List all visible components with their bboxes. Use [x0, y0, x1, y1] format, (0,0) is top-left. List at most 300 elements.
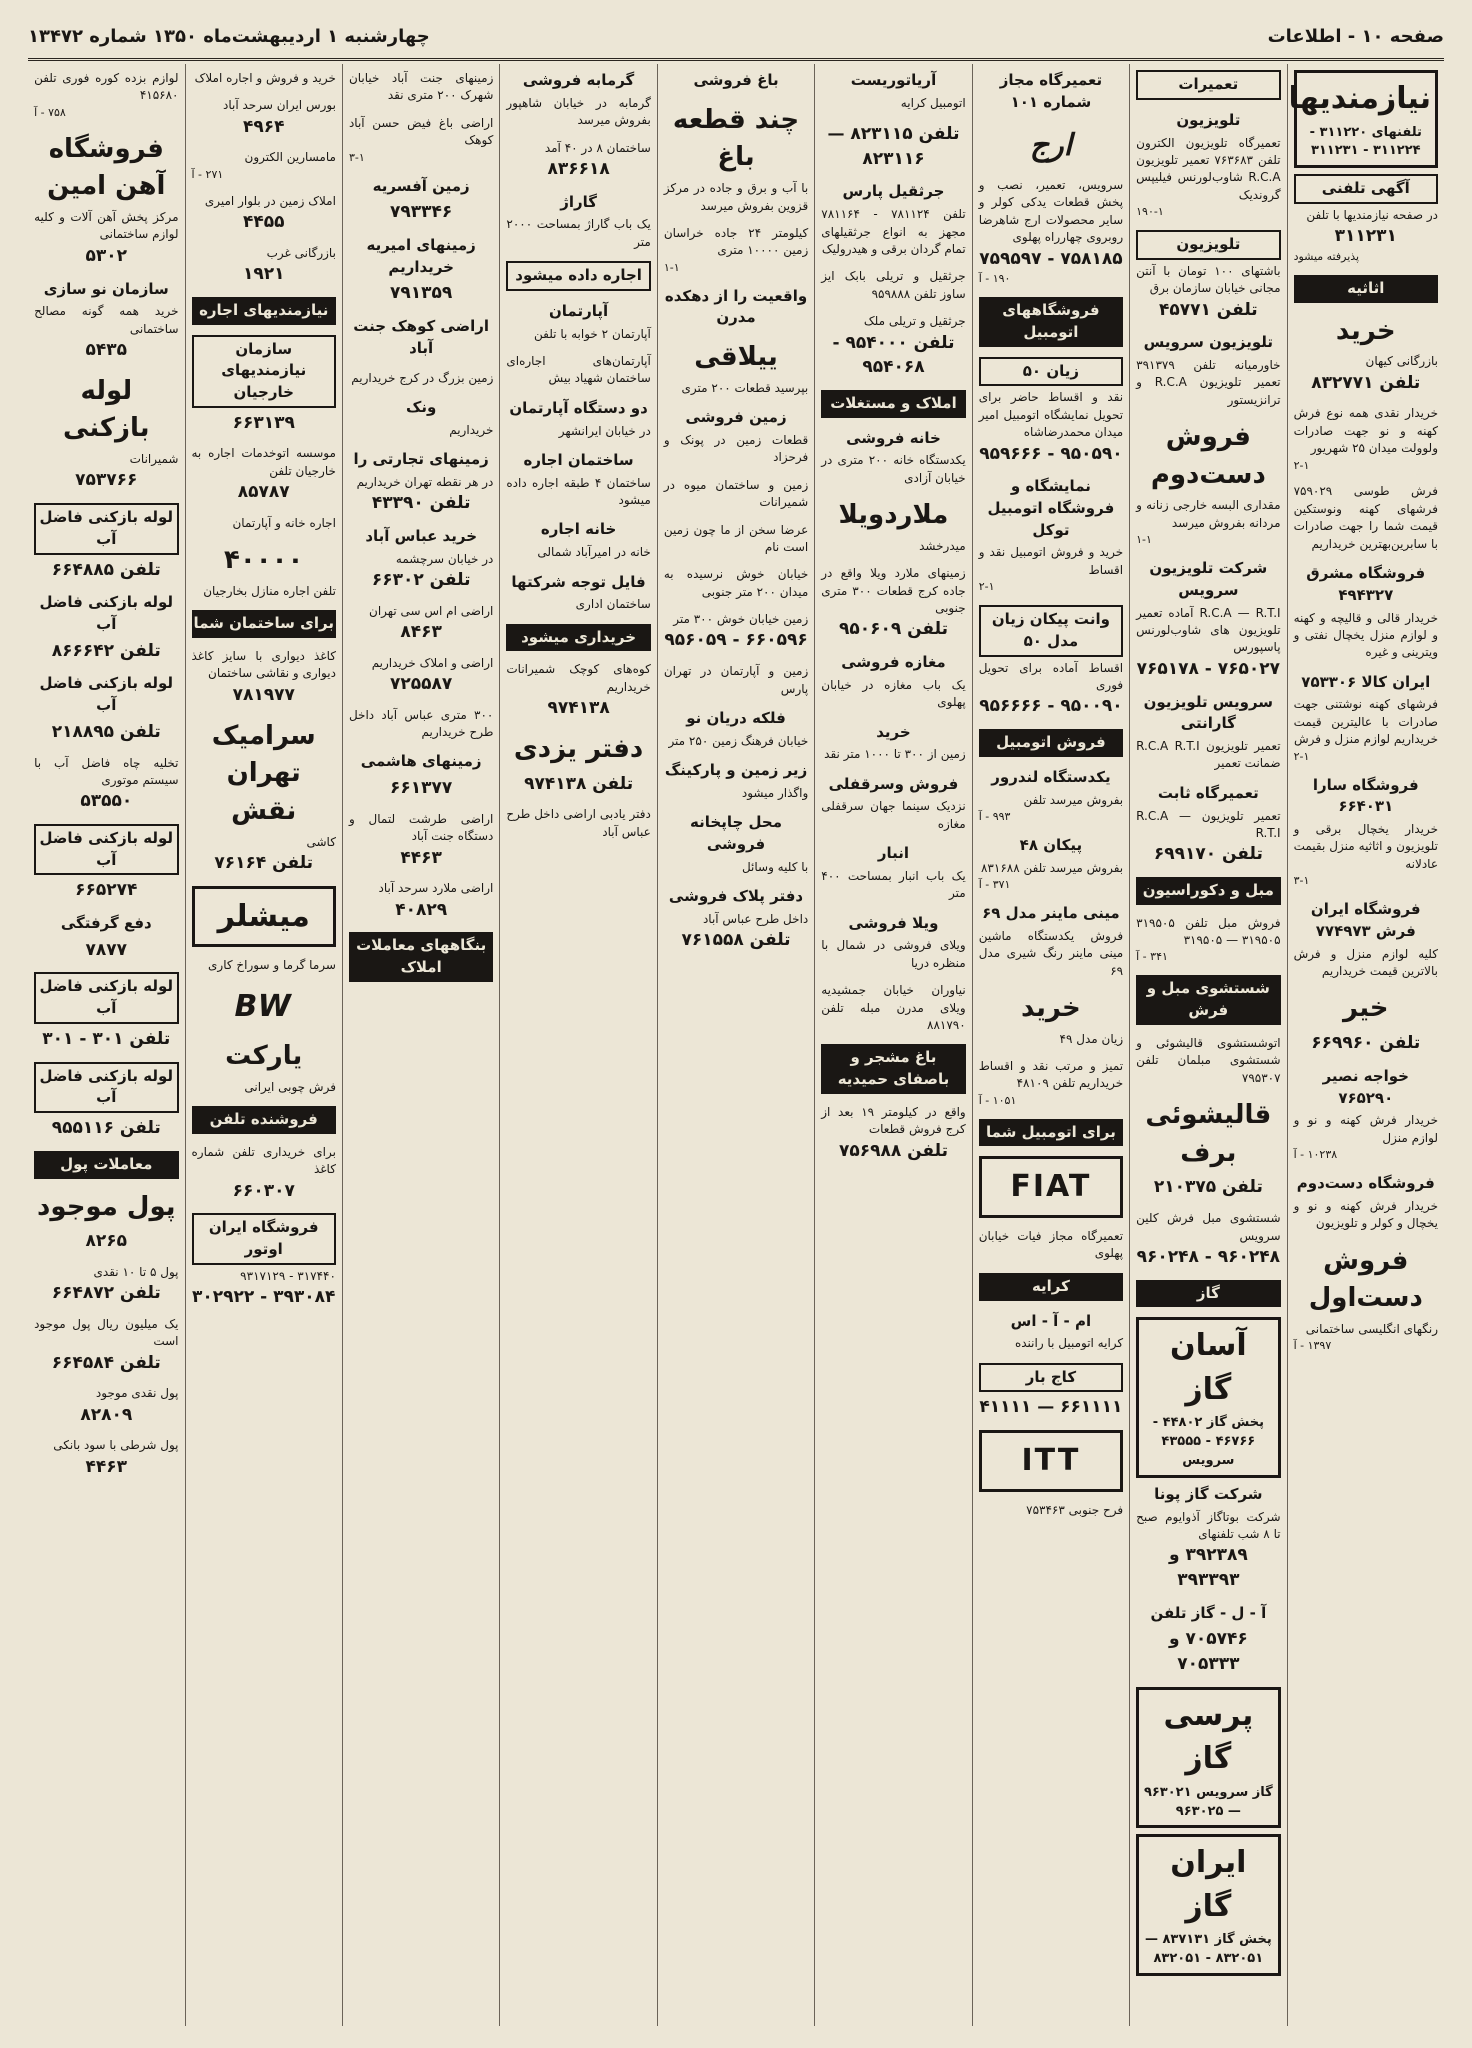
ad-code: پذیرفته میشود	[1293, 249, 1360, 263]
ad-title: دفتر پلاک فروشی	[668, 887, 804, 906]
ad-body: با آب و برق و جاده در مرکز قزوین بفروش میرسد	[663, 181, 809, 213]
ad-phone: تلفن ۷۶۱۶۴	[214, 852, 314, 873]
classified-ad	[34, 1062, 178, 1141]
classified-ad	[349, 176, 493, 225]
ad-phone: ۹۶۰۲۴۸ - ۹۶۰۲۴۸	[1136, 1246, 1281, 1267]
ad-phone: ۶۶۱۳۷۷	[390, 778, 453, 799]
ad-body: یک میلیون ریال پول موجود است	[34, 1316, 179, 1349]
ad-phone: تلفن ۲۱۸۸۹۵	[51, 721, 161, 742]
classified-ad	[1136, 1603, 1280, 1677]
ad-body: آپارتمان ۲ خوابه با تلفن	[533, 326, 651, 341]
ad-body: اراضی طرشت لتمال و دستگاه جنت آباد	[348, 811, 494, 844]
classified-ad	[1136, 332, 1280, 409]
ad-code: ۲-۱	[1293, 749, 1310, 763]
ad-phone: ۹۵۰۰۹۰ - ۹۵۶۶۶۶	[979, 696, 1123, 717]
classified-ad	[979, 835, 1123, 893]
ad-body: زمین و آپارتمان در تهران پارس	[663, 664, 809, 696]
ad-title: خیر	[1343, 993, 1389, 1024]
ad-body: تعمیرگاه مجاز فیات خیابان پهلوی	[978, 1228, 1124, 1261]
ad-phone: تلفن ۶۶۳۰۲	[371, 569, 471, 590]
classified-ad	[506, 353, 650, 388]
ad-body: شمیرانات	[129, 452, 179, 467]
ad-body: کاشی	[306, 834, 336, 849]
ad-title: نمایشگاه و فروشگاه اتومبیل توکل	[987, 477, 1115, 539]
ad-phone: ۶۶۱۱۱۱ — ۴۱۱۱۱	[979, 1397, 1123, 1418]
ad-body: تخلیه چاه فاضل آب با سیستم موتوری	[34, 755, 179, 787]
ad-phone: ۳۱۱۲۳۱	[1334, 226, 1397, 247]
classified-ad	[34, 373, 178, 493]
ad-body: پول نقدی موجود	[95, 1386, 179, 1401]
classified-ad	[349, 115, 493, 166]
classified-ad	[1294, 275, 1438, 303]
ad-title: باغ فروشی	[693, 71, 779, 89]
classified-ad	[506, 731, 650, 796]
ad-title: قالیشوئی برف	[1145, 1100, 1272, 1168]
classified-ad	[821, 1044, 965, 1094]
section-heading: معاملات پول	[34, 1151, 178, 1179]
classified-ad	[1294, 405, 1438, 473]
ad-body: تعمیر تلویزیون R.C.A — R.T.I	[1136, 808, 1281, 840]
classified-ad	[1294, 1173, 1438, 1233]
section-heading: نیازمندیهای اجاره	[192, 297, 336, 325]
banner-subtitle: گاز سرویس ۹۶۳۰۲۱ — ۹۶۳۰۲۵	[1143, 1784, 1273, 1819]
ad-body: جرثقیل و تریلی بابک ایز ساوز تلفن ۹۵۹۸۸۸	[821, 269, 966, 301]
ad-phone: تلفن ۹۷۴۱۳۸	[524, 773, 634, 794]
classified-ad	[34, 755, 178, 814]
classified-ad	[821, 70, 965, 112]
ad-body: جرثقیل و تریلی ملک	[863, 314, 966, 329]
classified-ad	[979, 124, 1123, 168]
classified-ad	[349, 603, 493, 645]
classified-ad	[192, 610, 336, 638]
classified-ad	[506, 140, 650, 182]
ad-title: تلویزیون	[1136, 230, 1280, 260]
classified-ad	[192, 1213, 336, 1310]
classified-ad	[1136, 692, 1280, 773]
section-heading: شستشوی مبل و فرش	[1136, 975, 1280, 1025]
ad-title: فروش دست‌اول	[1308, 1245, 1423, 1314]
ad-title: دفتر یزدی	[513, 733, 644, 764]
ad-body: در خیابان ایرانشهر	[558, 423, 651, 438]
ad-title: لوله بازکنی فاضل آب	[34, 503, 178, 555]
classified-ad	[192, 335, 336, 436]
ad-phone: ۸۳۶۶۱۸	[547, 158, 610, 179]
classified-ad	[979, 476, 1123, 595]
ad-title: سازمان نو سازی	[43, 279, 169, 298]
ad-title: ایران گاز	[1170, 1845, 1247, 1924]
ad-title: آگهی تلفنی	[1294, 174, 1438, 204]
ad-phone: ۹۷۴۱۳۸	[547, 698, 610, 719]
classified-ad	[979, 605, 1123, 719]
classified-ad	[192, 149, 336, 182]
classified-ad	[1136, 558, 1280, 681]
ad-body: خیابان فرهنگ زمین ۲۵۰ متر	[668, 733, 809, 748]
ad-title: فروشگاه آهن امین	[47, 133, 166, 202]
ad-body: ۳۰۰ متری عباس آباد داخل طرح خریداریم	[348, 707, 494, 740]
ad-body: شستشوی مبل فرش کلین سرویس	[1136, 1211, 1281, 1243]
classified-ad	[664, 812, 808, 876]
classified-ad	[821, 268, 965, 303]
ad-body: اتوشستشوی قالیشوئی و شستشوی مبلمان تلفن ۷۹۵۳۰۷	[1136, 1035, 1281, 1085]
ad-code: ۱-۱	[663, 260, 680, 274]
ad-body: اقساط آماده برای تحویل فوری	[978, 660, 1124, 693]
ad-body: در خیابان سرچشمه	[395, 551, 494, 566]
classified-ad	[349, 880, 493, 922]
ad-column	[1287, 64, 1444, 2026]
classified-ad	[34, 279, 178, 363]
ad-body: برای خریداری تلفن شماره کاغذ	[191, 1144, 336, 1177]
classified-ad	[1136, 1317, 1280, 1478]
ad-body: خریدار قالی و قالیچه و کهنه و لوازم منزل یخچال نفتی و ویترینی و غیره	[1293, 610, 1438, 660]
section-heading: برای اتومبیل شما	[979, 1119, 1123, 1147]
classified-ad	[34, 1189, 178, 1254]
ad-code: ۱۰۵۱ - آ	[978, 1093, 1017, 1107]
ad-body: کوه‌های کوچک شمیرانات خریداریم	[506, 662, 651, 694]
ad-body: اتومبیل کرایه	[900, 95, 966, 110]
ad-title: شرکت تلویزیون سرویس	[1149, 559, 1268, 599]
ad-phone: ۴۴۶۳	[400, 847, 442, 868]
classified-ad	[506, 192, 650, 252]
ad-body: خریدار فرش کهنه و نو و یخچال و کولر و تلویزیون	[1293, 1198, 1438, 1231]
ad-code: ۱۳۹۷ - آ	[1293, 1339, 1332, 1353]
ad-body: فرح جنوبی ۷۵۳۴۶۳	[1026, 1502, 1124, 1517]
ad-body: پول شرطی با سود بانکی	[53, 1438, 179, 1453]
ad-phone: ۷۹۳۳۴۶	[390, 202, 453, 223]
ad-body: مقداری البسه خارجی زنانه و مردانه بفروش میرسد	[1136, 498, 1281, 530]
ad-body: نقد و اقساط حاضر برای تحویل نمایشگاه اتومبیل امیر میدان محمدرضاشاه	[978, 390, 1124, 440]
ad-body: تلفن اجاره منازل بخارجیان	[203, 583, 336, 598]
ad-body: بپرسید قطعات ۲۰۰ متری	[681, 380, 809, 395]
ad-body: ۳۱۷۴۴۰ - ۹۳۱۷۱۲۹	[240, 1268, 336, 1283]
classified-ad	[34, 70, 178, 121]
classified-ad	[1136, 1210, 1280, 1269]
ad-title: سرویس تلویزیون گارانتی	[1143, 692, 1274, 733]
classified-ad	[979, 1058, 1123, 1109]
ad-phone: ۳۹۳۰۸۴ - ۳۰۲۹۲۲	[192, 1287, 336, 1308]
classified-ad	[1136, 1097, 1280, 1200]
ad-body: بفروش میرسد تلفن	[1023, 792, 1124, 807]
classified-ad	[664, 611, 808, 653]
ad-body: بفروش میرسد تلفن ۸۳۱۶۸۸	[980, 860, 1124, 875]
ad-body: نیاوران خیابان جمشیدیه ویلای مدرن مبله تلفن ۸۸۱۷۹۰	[821, 983, 966, 1033]
classified-ad	[821, 774, 965, 834]
ad-phone: تلفن ۳۰۱ - ۳۰۱	[42, 1028, 171, 1049]
ad-title: زمین آفسریه	[372, 176, 470, 195]
classified-ad	[34, 592, 178, 663]
classified-ad	[349, 316, 493, 360]
classified-ad	[506, 572, 650, 614]
ad-title: فروشگاه ایران فرش ۷۷۴۹۷۳	[1310, 900, 1421, 940]
ad-body: فروش یکدستگاه ماشین مینی ماینر رنگ شیری مدل ۶۹	[978, 928, 1124, 978]
classified-ad	[34, 673, 178, 744]
classified-ad	[192, 718, 336, 876]
classified-ad	[1294, 1243, 1438, 1355]
ad-body: فروش مبل تلفن ۳۱۹۵۰۵ ۳۱۹۵۰۵ — ۳۱۹۵۰۵	[1136, 915, 1281, 948]
classified-ad	[349, 751, 493, 800]
ad-phone: ۶۶۰۵۹۶ - ۹۵۶۰۵۹	[664, 630, 808, 651]
classified-ad	[34, 503, 178, 582]
classified-ad	[1294, 1066, 1438, 1163]
classified-ad	[192, 245, 336, 287]
ad-phone: ۴۴۶۳	[85, 1456, 128, 1477]
ad-body: یکدستگاه خانه ۲۰۰ متری در خیابان آزادی	[821, 453, 966, 485]
classified-ad	[1136, 1687, 1280, 1829]
ad-title: فروش وسرقفلی	[828, 774, 959, 793]
section-heading: فروشگاههای اتومبیل	[979, 297, 1123, 347]
ad-title: اجاره داده میشود	[506, 261, 650, 291]
ad-code: ۲۷۱ - آ	[191, 167, 224, 181]
ad-phone: ۷۵۸۱۸۵ - ۷۵۹۵۹۷	[979, 248, 1123, 269]
ad-title: لوله بازکنی فاضل آب	[34, 824, 178, 876]
classified-ad	[979, 297, 1123, 347]
ad-code: ۳۴۱ - آ	[1136, 950, 1168, 964]
classified-ad	[664, 102, 808, 215]
ad-title: فروشگاه دست‌دوم	[1296, 1174, 1435, 1193]
classified-ad	[192, 1106, 336, 1134]
ad-title: خانه فروشی	[846, 428, 941, 447]
classified-ad	[821, 428, 965, 488]
ad-phone: ۴۹۶۴	[242, 116, 285, 137]
ad-title: فایل توجه شرکتها	[511, 572, 646, 591]
ad-body: تلفن ۷۸۱۱۲۴ - ۷۸۱۱۶۴ مجهز به انواع جرثقیلهای تمام گردان برقی و هیدرولیک	[821, 207, 966, 256]
section-heading: باغ مشجر و باصفای حمیدیه	[821, 1044, 965, 1094]
issue-label: چهارشنبه ۱ اردیبهشت‌ماه ۱۳۵۰ شماره ۱۳۴۷۲	[28, 25, 430, 47]
ad-column	[499, 64, 656, 2026]
ad-body: نزدیک سینما جهان سرقفلی مغازه	[821, 799, 966, 831]
ad-body: بورس ایران سرحد آباد	[223, 98, 336, 113]
classified-ad	[979, 729, 1123, 757]
ad-body: کیلومتر ۲۴ جاده خراسان زمین ۱۰۰۰۰ متری	[663, 225, 809, 258]
section-heading: گاز	[1136, 1280, 1280, 1308]
classified-ad	[192, 648, 336, 707]
ad-columns	[28, 64, 1444, 2026]
classified-ad	[1294, 775, 1438, 890]
ad-body: بازرگانی غرب	[266, 245, 336, 260]
ad-phone: تلفن ۲۱۰۳۷۵	[1153, 1177, 1263, 1198]
ad-title: تعمیرات	[1136, 70, 1280, 100]
banner-subtitle: پخش گاز ۴۴۸۰۲ - ۴۶۷۶۶ - ۴۳۵۵۵ سرویس	[1152, 1415, 1264, 1468]
ad-phone: ۷۵۳۷۶۶	[75, 470, 138, 491]
ad-body: یک باب مغازه در خیابان پهلوی	[821, 677, 966, 710]
classified-ad	[192, 445, 336, 504]
classified-ad	[664, 663, 808, 698]
ad-title: شرکت گاز پونا	[1154, 1484, 1263, 1503]
classified-ad	[821, 722, 965, 764]
classified-ad	[664, 225, 808, 276]
classified-ad	[979, 1502, 1123, 1519]
classified-ad	[821, 122, 965, 171]
ad-code: ۹۹۳ - آ	[978, 809, 1011, 823]
ad-body: یک باب گاراژ بمساحت ۲۰۰۰ متر	[506, 217, 651, 249]
ad-title: فلکه دریان نو	[686, 708, 786, 727]
ad-body: زمینهای ملارد ویلا واقع در جاده کرج قطعات ۳۰۰ متری جنوبی	[821, 566, 966, 615]
ad-body: ویلای فروشی در شمال با منظره دریا	[821, 938, 966, 970]
ad-body: خاورمیانه تلفن ۳۹۱۳۷۹ تعمیر تلویزیون R.C.A و ترانزیستور	[1136, 357, 1281, 407]
ad-title: ام - آ - اس	[1010, 1311, 1092, 1330]
classified-ad	[506, 806, 650, 841]
ad-body: اراضی و املاک خریداریم	[371, 655, 494, 670]
ad-title: خرید	[876, 722, 911, 741]
ad-title: آریاتوریست	[850, 71, 937, 89]
ad-title: ییلاقی	[694, 342, 778, 373]
classified-ad	[192, 1038, 336, 1096]
ad-title: وانت پیکان زیان مدل ۵۰	[979, 605, 1123, 657]
ad-phone: تلفن ۸۳۲۷۷۱	[1311, 372, 1421, 393]
ad-body: زیان مدل ۴۹	[1059, 1031, 1124, 1046]
ad-phone: ۶۶۰۳۰۷	[232, 1180, 295, 1201]
classified-ad	[821, 497, 965, 555]
ad-body: آپارتمان‌های اجاره‌ای ساختمان شهیاد بیش	[506, 353, 651, 386]
ad-title: فروشگاه ایران اوتور	[192, 1213, 336, 1265]
classified-ad	[1294, 563, 1438, 662]
masthead	[28, 14, 1444, 61]
ad-body: زمینهای جنت آباد خیابان شهرک ۲۰۰ متری نقد	[348, 71, 494, 103]
classified-ad	[664, 70, 808, 92]
classified-ad	[506, 301, 650, 343]
section-heading: اثاثیه	[1294, 275, 1438, 303]
ad-phone: تلفن ۶۹۹۱۷۰	[1153, 844, 1263, 865]
ad-body: میدرخشد	[919, 538, 966, 553]
classified-ad	[1136, 975, 1280, 1025]
ad-body: فرشهای کهنه نوشتنی جهت صادرات با عالیترین قیمت خریداریم لوازم منزل و فرش	[1293, 697, 1438, 747]
classified-ad	[979, 357, 1123, 467]
ad-title: ونک	[405, 397, 437, 416]
ad-title: لوله بازکنی	[63, 375, 150, 444]
ad-title: سرامیک تهران نقش	[211, 720, 316, 826]
classified-ad	[349, 397, 493, 439]
classified-ad	[979, 903, 1123, 980]
classified-ad	[192, 542, 336, 600]
ad-phone: ۵۳۵۵۰	[80, 791, 133, 812]
ad-body: ساختمان اداری	[575, 597, 651, 612]
ad-title: لوله بازکنی فاضل آب	[39, 593, 174, 633]
ad-phone: ۷۶۵۰۲۷ - ۷۶۵۱۷۸	[1136, 658, 1281, 679]
ad-column	[814, 64, 971, 2026]
classified-ad	[34, 1316, 178, 1375]
ad-phone: تلفن ۹۵۴۰۰۰ - ۹۵۴۰۶۸	[832, 332, 955, 378]
classified-ad	[664, 407, 808, 467]
section-heading: املاک و مستغلات	[821, 390, 965, 418]
classified-ad	[979, 767, 1123, 825]
ad-title: خرید عباس آباد	[365, 526, 477, 545]
ad-title: زیان ۵۰	[979, 357, 1123, 387]
classified-ad	[192, 985, 336, 1029]
ad-phone: ۸۲۸۰۹	[80, 1404, 133, 1425]
classified-ad	[1294, 899, 1438, 980]
ad-code: ۱۰۲۳۸ - آ	[1293, 1148, 1338, 1162]
classified-ad	[979, 1156, 1123, 1218]
ad-title: فروش دست‌دوم	[1150, 422, 1266, 490]
ad-title: فروشگاه سارا ۶۶۴۰۳۱	[1312, 775, 1419, 816]
ad-body: باشتهای ۱۰۰ تومان با آنتن مجانی خیابان سازمان برق	[1136, 263, 1281, 296]
classified-ad	[1136, 110, 1280, 220]
ad-title: آسان گاز	[1170, 1328, 1247, 1407]
classified-ad	[664, 477, 808, 512]
ad-body: سرما گرما و سوراخ کاری	[208, 958, 336, 973]
section-heading: فروش اتومبیل	[979, 729, 1123, 757]
ad-code: ۷۵۸ - آ	[34, 105, 66, 119]
ad-phone: ۱۹۲۱	[242, 264, 285, 285]
classified-ad	[1136, 783, 1280, 867]
classified-ad	[34, 131, 178, 269]
ad-title: واقعیت را از دهکده مدرن	[664, 286, 808, 327]
ad-code: ۳-۱	[348, 150, 365, 164]
ad-title: پول موجود	[37, 1191, 176, 1222]
ad-title: دفع گرفتگی	[60, 914, 152, 933]
ad-body: واگذار میشود	[741, 785, 809, 800]
ad-column	[657, 64, 814, 2026]
section-heading: مبل و دکوراسیون	[1136, 877, 1280, 905]
ad-code: ۲-۱	[978, 580, 995, 594]
ad-body: گرمابه در خیابان شاهپور بفروش میرسد	[506, 95, 651, 128]
ad-title: آپارتمان	[549, 301, 609, 320]
ad-title: تلویزیون سرویس	[1143, 333, 1274, 352]
classified-ad	[34, 1385, 178, 1427]
ad-title: محل چاپخانه فروشی	[690, 813, 783, 853]
classified-ad	[664, 339, 808, 397]
ad-body: فرش طوسی ۷۵۹۰۲۹ فرشهای کهنه ونوستکین قیمت شما را جهت صادرات با سابرین‌بهترین خریداریم	[1293, 484, 1438, 551]
brand-logo: BW	[234, 988, 293, 1024]
classified-ad	[1136, 70, 1280, 100]
ad-title: زمینهای تجارتی را	[353, 450, 489, 469]
ad-title: چند قطعه باغ	[672, 104, 800, 173]
ad-body: املاک زمین در بلوار امیری	[204, 193, 336, 208]
ad-column	[972, 64, 1129, 2026]
ad-body: واقع در کیلومتر ۱۹ بعد از کرج فروش قطعات	[821, 1104, 966, 1137]
ad-title: خواجه نصیر ۷۶۵۲۹۰	[1322, 1066, 1409, 1107]
ad-phone: ۹۵۰۵۹۰ - ۹۵۹۶۶۶	[979, 443, 1123, 464]
ad-title: کاج بار	[979, 1363, 1123, 1393]
section-heading: برای ساختمان شما	[192, 610, 336, 638]
classified-ad	[664, 286, 808, 330]
ad-title: پرسی گاز	[1163, 1697, 1254, 1777]
ad-title: خرید	[1021, 992, 1081, 1023]
classified-ad	[349, 526, 493, 593]
brand-logo: FIAT	[979, 1156, 1123, 1218]
classified-ad	[1288, 70, 1438, 168]
ad-body: خرید و فروش اتومبیل نقد و اقساط	[978, 545, 1124, 577]
classified-ad	[979, 1363, 1123, 1420]
ad-phone: تلفن ۷۶۱۵۵۸	[681, 930, 791, 951]
ad-title: تعمیرگاه ثابت	[1157, 783, 1259, 802]
classified-ad	[349, 449, 493, 516]
ad-phone: ۷۸۷۷	[85, 939, 128, 960]
ad-phone: تلفن ۹۵۰۶۰۹	[838, 619, 948, 640]
classified-ad	[1136, 230, 1280, 322]
brand-logo: میشلر	[192, 886, 336, 948]
ad-title: ویلا فروشی	[848, 913, 939, 932]
ad-phone: ۷۰۵۷۴۶ و ۷۰۵۳۳۳	[1168, 1629, 1248, 1675]
ad-body: خریدار یخچال برقی و تلویزیون و اثاثیه منزل بقیمت عادلانه	[1293, 822, 1438, 871]
classified-ad	[1294, 990, 1438, 1055]
ad-phone: ۳۹۲۳۸۹ و ۳۹۳۳۹۳	[1168, 1545, 1248, 1590]
ad-phone: ۶۶۵۲۷۴	[75, 880, 138, 901]
ad-phone: تلفن ۹۵۵۱۱۶	[51, 1118, 161, 1139]
ad-title: لوله بازکنی فاضل آب	[39, 674, 174, 715]
ad-body: خریداریم	[449, 422, 494, 437]
classified-ad	[192, 297, 336, 325]
classified-ad	[34, 1151, 178, 1179]
ad-title: ملاردویلا	[838, 500, 949, 531]
section-heading: خریداری میشود	[506, 624, 650, 652]
ad-body: موسسه اتوخدمات اجاره به خارجیان تلفن	[191, 446, 336, 478]
classified-ad	[979, 990, 1123, 1048]
ad-phone: ۸۵۷۸۷	[237, 482, 290, 503]
ad-body: قطعات زمین در پونک و فرحزاد	[663, 432, 809, 465]
classified-ad	[821, 982, 965, 1034]
ad-phone: ۵۴۳۵	[85, 340, 128, 361]
ad-body: اجاره خانه و آپارتمان	[232, 515, 336, 530]
